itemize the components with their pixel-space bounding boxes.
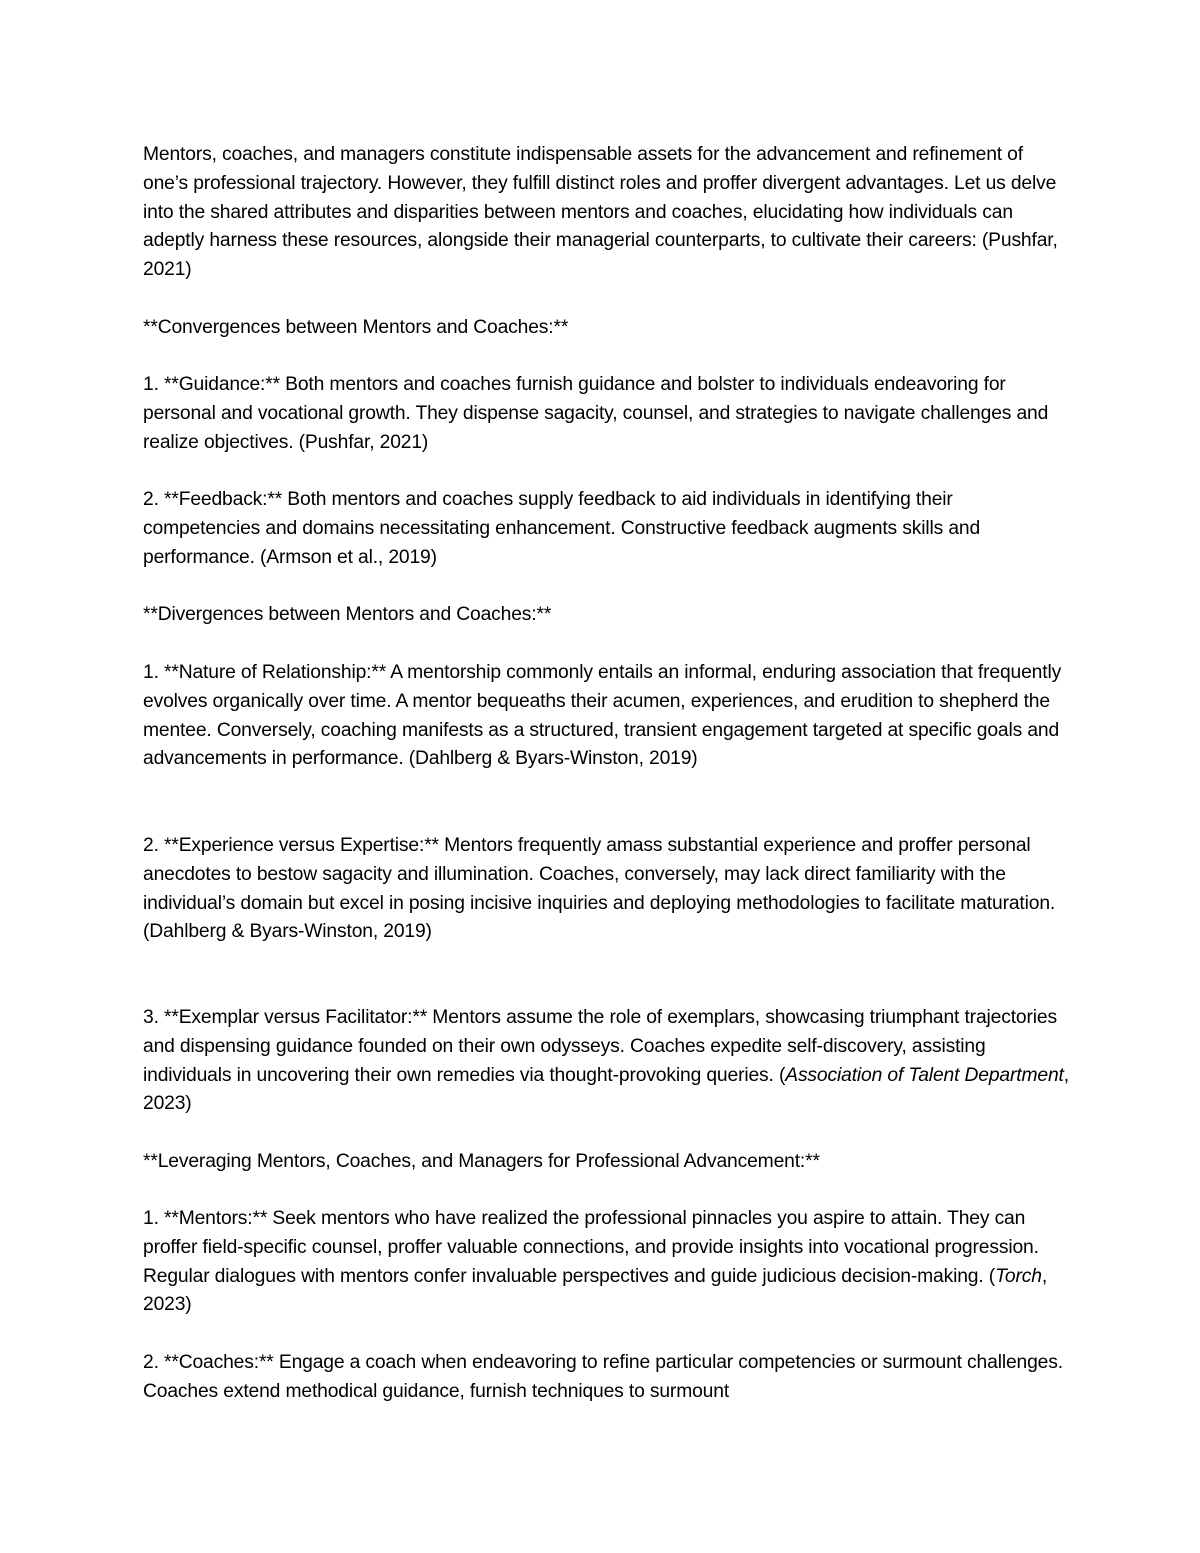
leveraging-mentors-source: Torch [995, 1265, 1042, 1287]
leveraging-coaches-text: 2. **Coaches:** Engage a coach when endeavoring to refine particular competencies or surmount challenges. Coaches extend methodical guidance, furnish techniques to surmount [143, 1352, 1063, 1402]
intro-paragraph [143, 141, 1073, 285]
convergences-heading [143, 314, 1073, 343]
convergence-guidance-text: 1. **Guidance:** Both mentors and coaches furnish guidance and bolster to individuals endeavoring for personal and vocational growth. They dispense sagacity, counsel, and strategies to navigate challenges and realize objectives. (Pushfar, 2021) [143, 374, 1049, 453]
divergence-exemplar-text [143, 1004, 1073, 1119]
divergence-exemplar-paragraph [143, 1004, 1073, 1119]
leveraging-heading [143, 1148, 1073, 1177]
divergence-relationship-text: 1. **Nature of Relationship:** A mentorship commonly entails an informal, enduring association that frequently evolves organically over time. A mentor bequeaths their acumen, experiences, and erudition to shepherd the mentee. Conversely, coaching manifests as a structured, transient engagement targeted at specific goals and advancements in performance. (Dahlberg & Byars-Winston, 2019) [143, 662, 1062, 770]
leveraging-mentors-body: 1. **Mentors:** Seek mentors who have realized the professional pinnacles you aspire to attain. They can proffer field-specific counsel, proffer valuable connections, and provide insights into vocational progression. Regular dialogues with mentors confer invaluable perspectives and guide judicious decision-making. ( [143, 1208, 1039, 1287]
convergence-guidance-paragraph [143, 371, 1073, 457]
convergence-feedback-paragraph [143, 486, 1073, 572]
leveraging-mentors-paragraph [143, 1205, 1073, 1320]
leveraging-coaches-paragraph [143, 1349, 1073, 1407]
divergence-experience-text: 2. **Experience versus Expertise:** Mentors frequently amass substantial experience and proffer personal anecdotes to bestow sagacity and illumination. Coaches, conversely, may lack direct familiarity with the individual’s domain but excel in posing incisive inquiries and deploying methodologies to facilitate maturation. (Dahlberg & Byars-Winston, 2019) [143, 835, 1056, 943]
divergences-heading [143, 601, 1073, 630]
divergence-experience-paragraph [143, 832, 1073, 947]
divergences-heading-text: **Divergences between Mentors and Coaches:** [143, 604, 552, 625]
intro-text: Mentors, coaches, and managers constitute indispensable assets for the advancement and refinement of one’s professional trajectory. However, they fulfill distinct roles and proffer divergent advantages. Let us delve into the shared attributes and disparities between mentors and coaches, elucidating how individuals can adeptly harness these resources, alongside their managerial counterparts, to cultivate their careers: (Pushfar, 2021) [143, 144, 1058, 280]
divergence-exemplar-source: Association of Talent Department [785, 1064, 1064, 1086]
leveraging-heading-text: **Leveraging Mentors, Coaches, and Managers for Professional Advancement:** [143, 1151, 820, 1172]
convergence-feedback-text: 2. **Feedback:** Both mentors and coaches supply feedback to aid individuals in identifying their competencies and domains necessitating enhancement. Constructive feedback augments skills and performance. (Armson et al., 2019) [143, 489, 981, 568]
leveraging-mentors-suffix: , 2023) [143, 1265, 1048, 1316]
divergence-relationship-paragraph [143, 659, 1073, 774]
divergence-exemplar-suffix: , 2023) [143, 1064, 1069, 1115]
leveraging-mentors-text [143, 1205, 1073, 1320]
convergences-heading-text: **Convergences between Mentors and Coaches:** [143, 317, 569, 338]
divergence-exemplar-body: 3. **Exemplar versus Facilitator:** Mentors assume the role of exemplars, showcasing triumphant trajectories and dispensing guidance founded on their own odysseys. Coaches expedite self-discovery, assisting individuals in uncovering their own remedies via thought-provoking queries. ( [143, 1007, 1057, 1086]
